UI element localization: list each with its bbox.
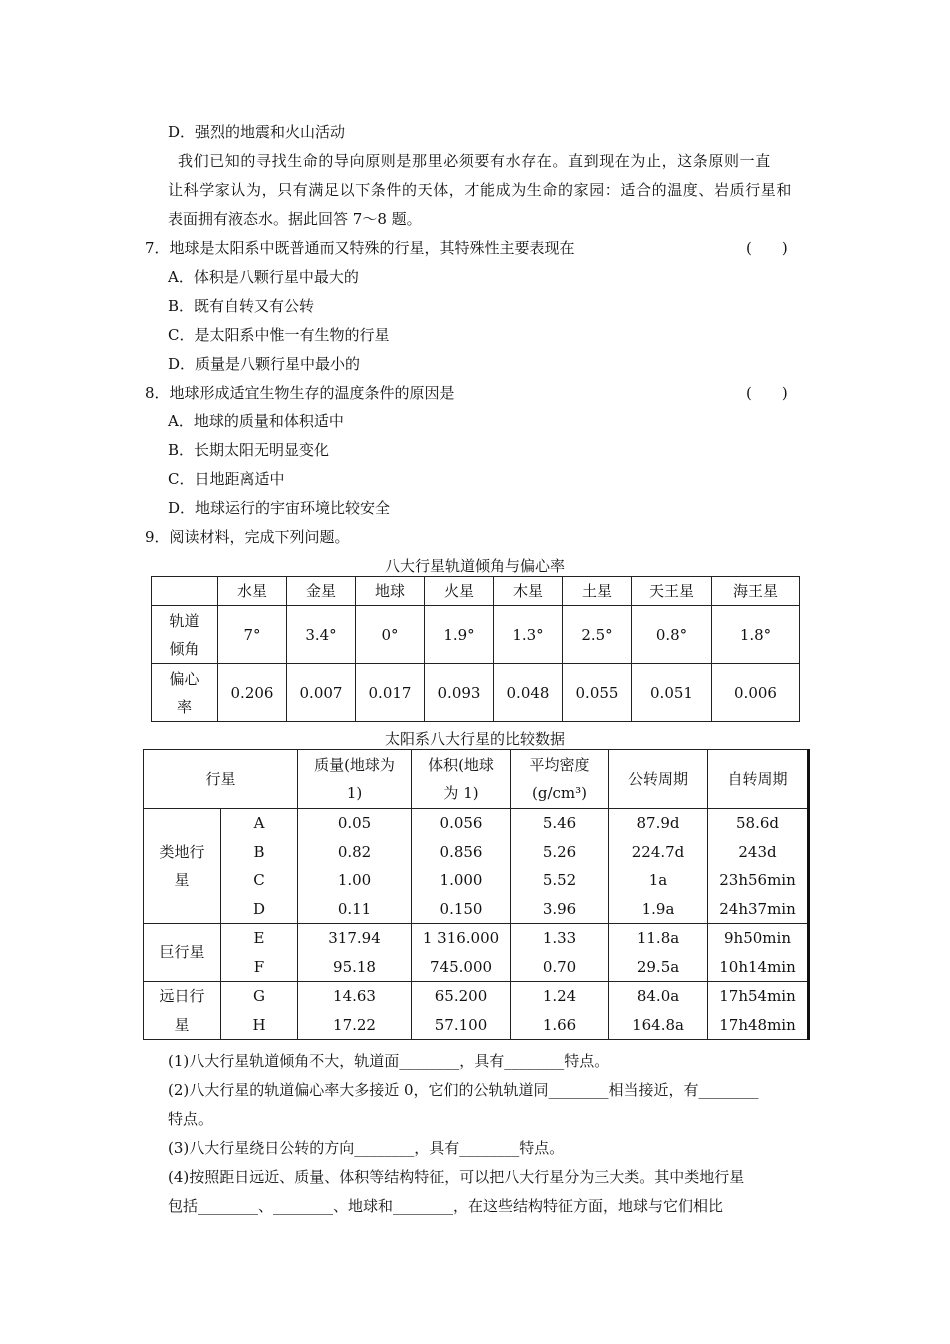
q8-answer-paren: ( ) bbox=[746, 384, 788, 402]
volume-values: 0.056 0.856 1.000 0.150 bbox=[412, 809, 511, 924]
question-4: (4)按照距日远近、质量、体积等结构特征，可以把八大行星分为三大类。其中类地行星 bbox=[168, 1168, 745, 1186]
question-1: (1)八大行星轨道倾角不大，轨道面________，具有________特点。 bbox=[168, 1052, 610, 1070]
table1-caption: 八大行星轨道倾角与偏心率 bbox=[384, 557, 565, 575]
table1-header-cell: 金星 bbox=[287, 577, 356, 606]
q8-option-d: D．地球运行的宇宙环境比较安全 bbox=[168, 499, 391, 517]
table1-header-cell: 水星 bbox=[218, 577, 287, 606]
table1-row-inclination bbox=[152, 606, 800, 664]
table1-row-eccentricity bbox=[152, 664, 800, 722]
eccentricity-cell: 0.017 bbox=[356, 664, 425, 722]
group-name-terrestrial: 类地行 星 bbox=[144, 809, 221, 924]
planet-letters: G H bbox=[221, 982, 298, 1040]
planet-letters: E F bbox=[221, 924, 298, 982]
eccentricity-cell: 0.206 bbox=[218, 664, 287, 722]
rotation-values: 17h54min 17h48min bbox=[708, 982, 809, 1040]
volume-values: 1 316.000 745.000 bbox=[412, 924, 511, 982]
header-revolution: 公转周期 bbox=[609, 750, 708, 809]
header-planet: 行星 bbox=[144, 750, 298, 809]
mass-values: 317.94 95.18 bbox=[298, 924, 412, 982]
rotation-values: 9h50min 10h14min bbox=[708, 924, 809, 982]
group-row-outer bbox=[144, 982, 809, 1040]
planet-compare-table bbox=[143, 749, 810, 1040]
inclination-cell: 1.9° bbox=[425, 606, 494, 664]
group-name-giant: 巨行星 bbox=[144, 924, 221, 982]
revolution-values: 87.9d 224.7d 1a 1.9a bbox=[609, 809, 708, 924]
q8-stem: 8．地球形成适宜生物生存的温度条件的原因是 bbox=[145, 384, 455, 402]
q7-option-c: C．是太阳系中惟一有生物的行星 bbox=[168, 326, 390, 344]
inclination-cell: 0.8° bbox=[632, 606, 712, 664]
question-4-cont: 包括________、________、地球和________，在这些结构特征方面，地球与它们相比 bbox=[168, 1197, 724, 1215]
table1-header-cell: 火星 bbox=[425, 577, 494, 606]
q8-option-a: A．地球的质量和体积适中 bbox=[168, 412, 344, 430]
group-row-terrestrial bbox=[144, 809, 809, 924]
q7-option-a: A．体积是八颗行星中最大的 bbox=[168, 268, 359, 286]
header-density: 平均密度 (g/cm³) bbox=[511, 750, 609, 809]
q8-option-b: B．长期太阳无明显变化 bbox=[168, 441, 330, 459]
header-rotation: 自转周期 bbox=[708, 750, 809, 809]
row-label-inclination: 轨道 倾角 bbox=[152, 606, 218, 664]
inclination-cell: 7° bbox=[218, 606, 287, 664]
table1-header-cell: 海王星 bbox=[712, 577, 800, 606]
table1-header-cell bbox=[152, 577, 218, 606]
mass-values: 0.05 0.82 1.00 0.11 bbox=[298, 809, 412, 924]
question-3: (3)八大行星绕日公转的方向________，具有________特点。 bbox=[168, 1139, 565, 1157]
eccentricity-cell: 0.051 bbox=[632, 664, 712, 722]
inclination-cell: 0° bbox=[356, 606, 425, 664]
table1-header-row bbox=[152, 577, 800, 606]
passage-line-2: 让科学家认为，只有满足以下条件的天体，才能成为生命的家园：适合的温度、岩质行星和 bbox=[168, 181, 793, 199]
question-2-cont: 特点。 bbox=[168, 1110, 214, 1128]
q9-stem: 9．阅读材料，完成下列问题。 bbox=[145, 528, 350, 546]
orbit-table bbox=[151, 576, 800, 722]
row-label-eccentricity: 偏心 率 bbox=[152, 664, 218, 722]
density-values: 5.46 5.26 5.52 3.96 bbox=[511, 809, 609, 924]
option-d-prev: D．强烈的地震和火山活动 bbox=[168, 123, 346, 141]
q7-option-b: B．既有自转又有公转 bbox=[168, 297, 315, 315]
q7-answer-paren: ( ) bbox=[746, 239, 788, 257]
table1-header-cell: 天王星 bbox=[632, 577, 712, 606]
planet-letters: A B C D bbox=[221, 809, 298, 924]
eccentricity-cell: 0.055 bbox=[563, 664, 632, 722]
q7-option-d: D．质量是八颗行星中最小的 bbox=[168, 355, 361, 373]
table1-header-cell: 地球 bbox=[356, 577, 425, 606]
header-mass: 质量(地球为 1) bbox=[298, 750, 412, 809]
q7-stem: 7．地球是太阳系中既普通而又特殊的行星，其特殊性主要表现在 bbox=[145, 239, 575, 257]
inclination-cell: 1.8° bbox=[712, 606, 800, 664]
volume-values: 65.200 57.100 bbox=[412, 982, 511, 1040]
density-values: 1.24 1.66 bbox=[511, 982, 609, 1040]
question-2: (2)八大行星的轨道偏心率大多接近 0，它们的公轨轨道同________相当接近，有________ bbox=[168, 1081, 759, 1099]
eccentricity-cell: 0.093 bbox=[425, 664, 494, 722]
revolution-values: 11.8a 29.5a bbox=[609, 924, 708, 982]
table1-header-cell: 土星 bbox=[563, 577, 632, 606]
eccentricity-cell: 0.048 bbox=[494, 664, 563, 722]
group-name-outer: 远日行 星 bbox=[144, 982, 221, 1040]
density-values: 1.33 0.70 bbox=[511, 924, 609, 982]
inclination-cell: 2.5° bbox=[563, 606, 632, 664]
q8-option-c: C．日地距离适中 bbox=[168, 470, 285, 488]
inclination-cell: 3.4° bbox=[287, 606, 356, 664]
table2-caption: 太阳系八大行星的比较数据 bbox=[384, 730, 565, 748]
revolution-values: 84.0a 164.8a bbox=[609, 982, 708, 1040]
table1-header-cell: 木星 bbox=[494, 577, 563, 606]
mass-values: 14.63 17.22 bbox=[298, 982, 412, 1040]
header-volume: 体积(地球 为 1) bbox=[412, 750, 511, 809]
eccentricity-cell: 0.006 bbox=[712, 664, 800, 722]
rotation-values: 58.6d 243d 23h56min 24h37min bbox=[708, 809, 809, 924]
passage-line-3: 表面拥有液态水。据此回答 7～8 题。 bbox=[168, 210, 422, 228]
eccentricity-cell: 0.007 bbox=[287, 664, 356, 722]
passage-line-1: 我们已知的寻找生命的导向原则是那里必须要有水存在。直到现在为止，这条原则一直 bbox=[178, 152, 771, 170]
inclination-cell: 1.3° bbox=[494, 606, 563, 664]
group-row-giant bbox=[144, 924, 809, 982]
table2-header-row bbox=[144, 750, 809, 809]
